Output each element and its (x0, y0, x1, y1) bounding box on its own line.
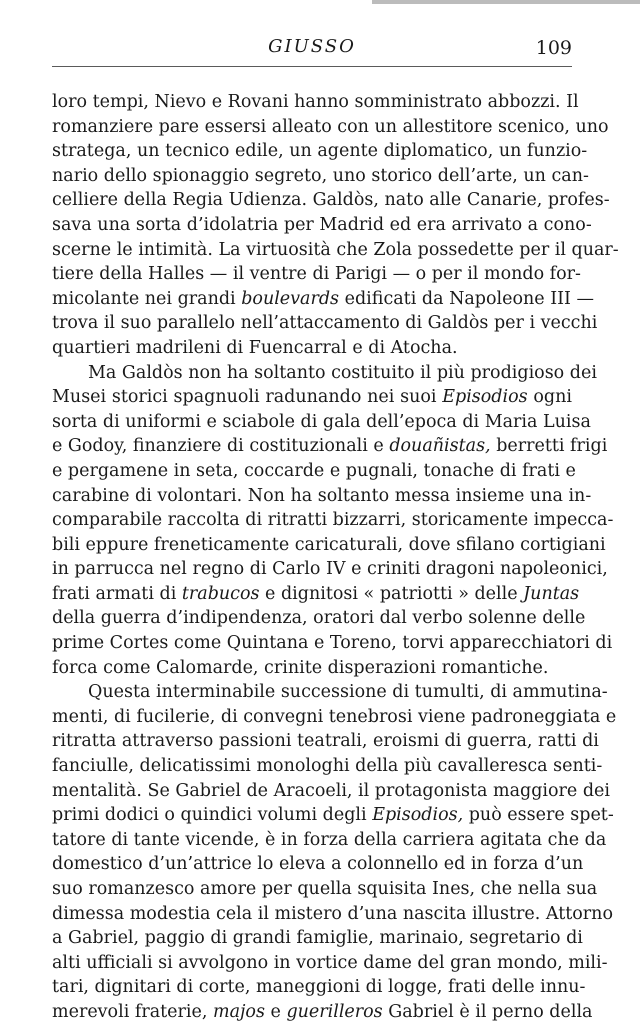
text-line (52, 656, 572, 681)
text-segment: sorta di uniformi e sciabole di gala dell’epoca di Maria Luisa (52, 411, 591, 432)
text-line (52, 631, 613, 656)
text-line (52, 90, 579, 115)
text-line (52, 213, 592, 238)
body-text (52, 90, 619, 1025)
text-segment: stratega, un tecnico edile, un agente diplomatico, un funzio- (52, 141, 588, 162)
text-segment: romanziere pare essersi alleato con un allestitore scenico, uno (52, 116, 609, 137)
text-segment: bili eppure freneticamente caricaturali, dove sfilano cortigiani (52, 534, 606, 555)
text-segment: e (264, 1001, 287, 1022)
text-segment: comparabile raccolta di ritratti bizzarri, storicamente impecca- (52, 510, 614, 531)
italic-segment: douañistas, (389, 436, 491, 457)
text-line (52, 1000, 593, 1025)
text-segment: ogni (527, 387, 572, 408)
text-segment: nario dello spionaggio segreto, uno storico dell’arte, un can- (52, 165, 589, 186)
text-line (52, 287, 595, 312)
text-line (52, 459, 576, 484)
text-segment: e pergamene in seta, coccarde e pugnali, tonache di frati e (52, 460, 576, 481)
italic-segment: boulevards (241, 288, 340, 309)
text-line (52, 311, 598, 336)
text-segment: carabine di volontari. Non ha soltanto messa insieme una in- (52, 485, 592, 506)
text-segment: micolante nei grandi (52, 288, 242, 309)
text-segment: ritratta attraverso passioni teatrali, eroismi di guerra, ratti di (52, 731, 599, 752)
text-line (52, 533, 606, 558)
text-segment: a Gabriel, paggio di grandi famiglie, marinaio, segretario di (52, 928, 583, 949)
italic-segment: majos (212, 1001, 265, 1022)
text-line (52, 484, 592, 509)
header-divider (52, 66, 572, 67)
text-segment: della guerra d’indipendenza, oratori dal verbo solenne delle (52, 608, 586, 629)
text-segment: loro tempi, Nievo e Rovani hanno somministrato abbozzi. Il (52, 92, 579, 112)
text-line (52, 336, 572, 361)
text-line (52, 852, 584, 877)
text-segment: menti, di fucilerie, di convegni tenebrosi viene padroneggiata e (52, 706, 617, 727)
text-segment: tiere della Halles — il ventre di Parigi — o per il mondo for- (52, 264, 581, 285)
text-line (52, 385, 572, 410)
text-segment: scerne le intimità. La virtuosità che Zola possedette per il quar- (52, 239, 619, 260)
text-segment: fanciulle, delicatissimi monologhi della più cavalleresca senti- (52, 756, 603, 777)
text-line (52, 705, 617, 730)
scan-edge-mark (372, 0, 640, 4)
text-segment: Gabriel è il perno della (382, 1001, 593, 1022)
text-line (52, 434, 608, 459)
italic-segment: trabucos (181, 583, 260, 604)
text-segment: tatore di tante vicende, è in forza della carriera agitata che da (52, 829, 607, 850)
text-line (52, 115, 609, 140)
text-line (52, 508, 614, 533)
text-line (52, 557, 608, 582)
page-header (52, 36, 572, 66)
text-line (52, 238, 619, 263)
text-line (52, 779, 610, 804)
text-segment: domestico d’un’attrice lo eleva a colonnello ed in forza d’un (52, 854, 584, 875)
text-segment: alti ufficiali si avvolgono in vortice dame del gran mondo, mili- (52, 952, 608, 973)
text-segment: edificati da Napoleone III — (339, 288, 595, 309)
text-segment: frati armati di (52, 583, 182, 604)
paragraph (52, 361, 614, 681)
text-segment: Questa interminabile successione di tumulti, di ammutina- (88, 682, 608, 703)
italic-segment: Juntas (523, 583, 580, 604)
text-segment: celliere della Regia Udienza. Galdòs, nato alle Canarie, profes- (52, 190, 610, 211)
text-line (52, 803, 614, 828)
text-segment: dimessa modestia cela il mistero d’una nascita illustre. Attorno (52, 903, 613, 924)
text-segment: e Godoy, finanziere di costituzionali e (52, 436, 390, 457)
text-line (52, 902, 613, 927)
text-line (52, 754, 603, 779)
text-segment: quartieri madrileni di Fuencarral e di Atocha. (52, 337, 458, 358)
text-line (52, 188, 610, 213)
text-line (52, 361, 597, 386)
text-line (52, 164, 589, 189)
italic-segment: Episodios, (372, 805, 464, 826)
text-segment: tari, dignitari di corte, maneggioni di logge, frati delle innu- (52, 977, 586, 998)
text-segment: può essere spet- (463, 805, 614, 826)
text-line (52, 877, 598, 902)
text-line (52, 680, 608, 705)
text-line (52, 828, 607, 853)
text-line (52, 410, 591, 435)
paragraph (52, 90, 619, 361)
text-line (52, 262, 581, 287)
italic-segment: guerilleros (286, 1001, 383, 1022)
text-line (52, 139, 588, 164)
text-line (52, 975, 586, 1000)
text-segment: Ma Galdòs non ha soltanto costituito il più prodigioso dei (88, 362, 597, 383)
running-title: GIUSSO (268, 36, 356, 57)
text-line (52, 729, 599, 754)
text-segment: suo romanzesco amore per quella squisita Ines, che nella sua (52, 879, 598, 899)
text-segment: e dignitosi « patriotti » delle (259, 583, 524, 604)
paragraph (52, 680, 617, 1024)
text-segment: forca come Calomarde, crinite disperazioni romantiche. (52, 657, 549, 678)
text-segment: berretti frigi (490, 436, 608, 457)
text-segment: prime Cortes come Quintana e Toreno, torvi apparecchiatori di (52, 633, 613, 654)
text-segment: sava una sorta d’idolatria per Madrid ed era arrivato a cono- (52, 214, 592, 235)
text-segment: merevoli fraterie, (52, 1001, 213, 1022)
text-segment: primi dodici o quindici volumi degli (52, 805, 373, 826)
text-line (52, 926, 583, 951)
italic-segment: Episodios (442, 387, 528, 408)
text-line (52, 951, 608, 976)
text-line (52, 582, 580, 607)
text-segment: mentalità. Se Gabriel de Aracoeli, il protagonista maggiore dei (52, 780, 610, 801)
text-segment: trova il suo parallelo nell’attaccamento di Galdòs per i vecchi (52, 313, 598, 334)
text-line (52, 606, 586, 631)
text-segment: in parrucca nel regno di Carlo IV e criniti dragoni napoleonici, (52, 559, 608, 580)
page-number: 109 (535, 37, 572, 59)
text-segment: Musei storici spagnuoli radunando nei suoi (52, 387, 443, 408)
